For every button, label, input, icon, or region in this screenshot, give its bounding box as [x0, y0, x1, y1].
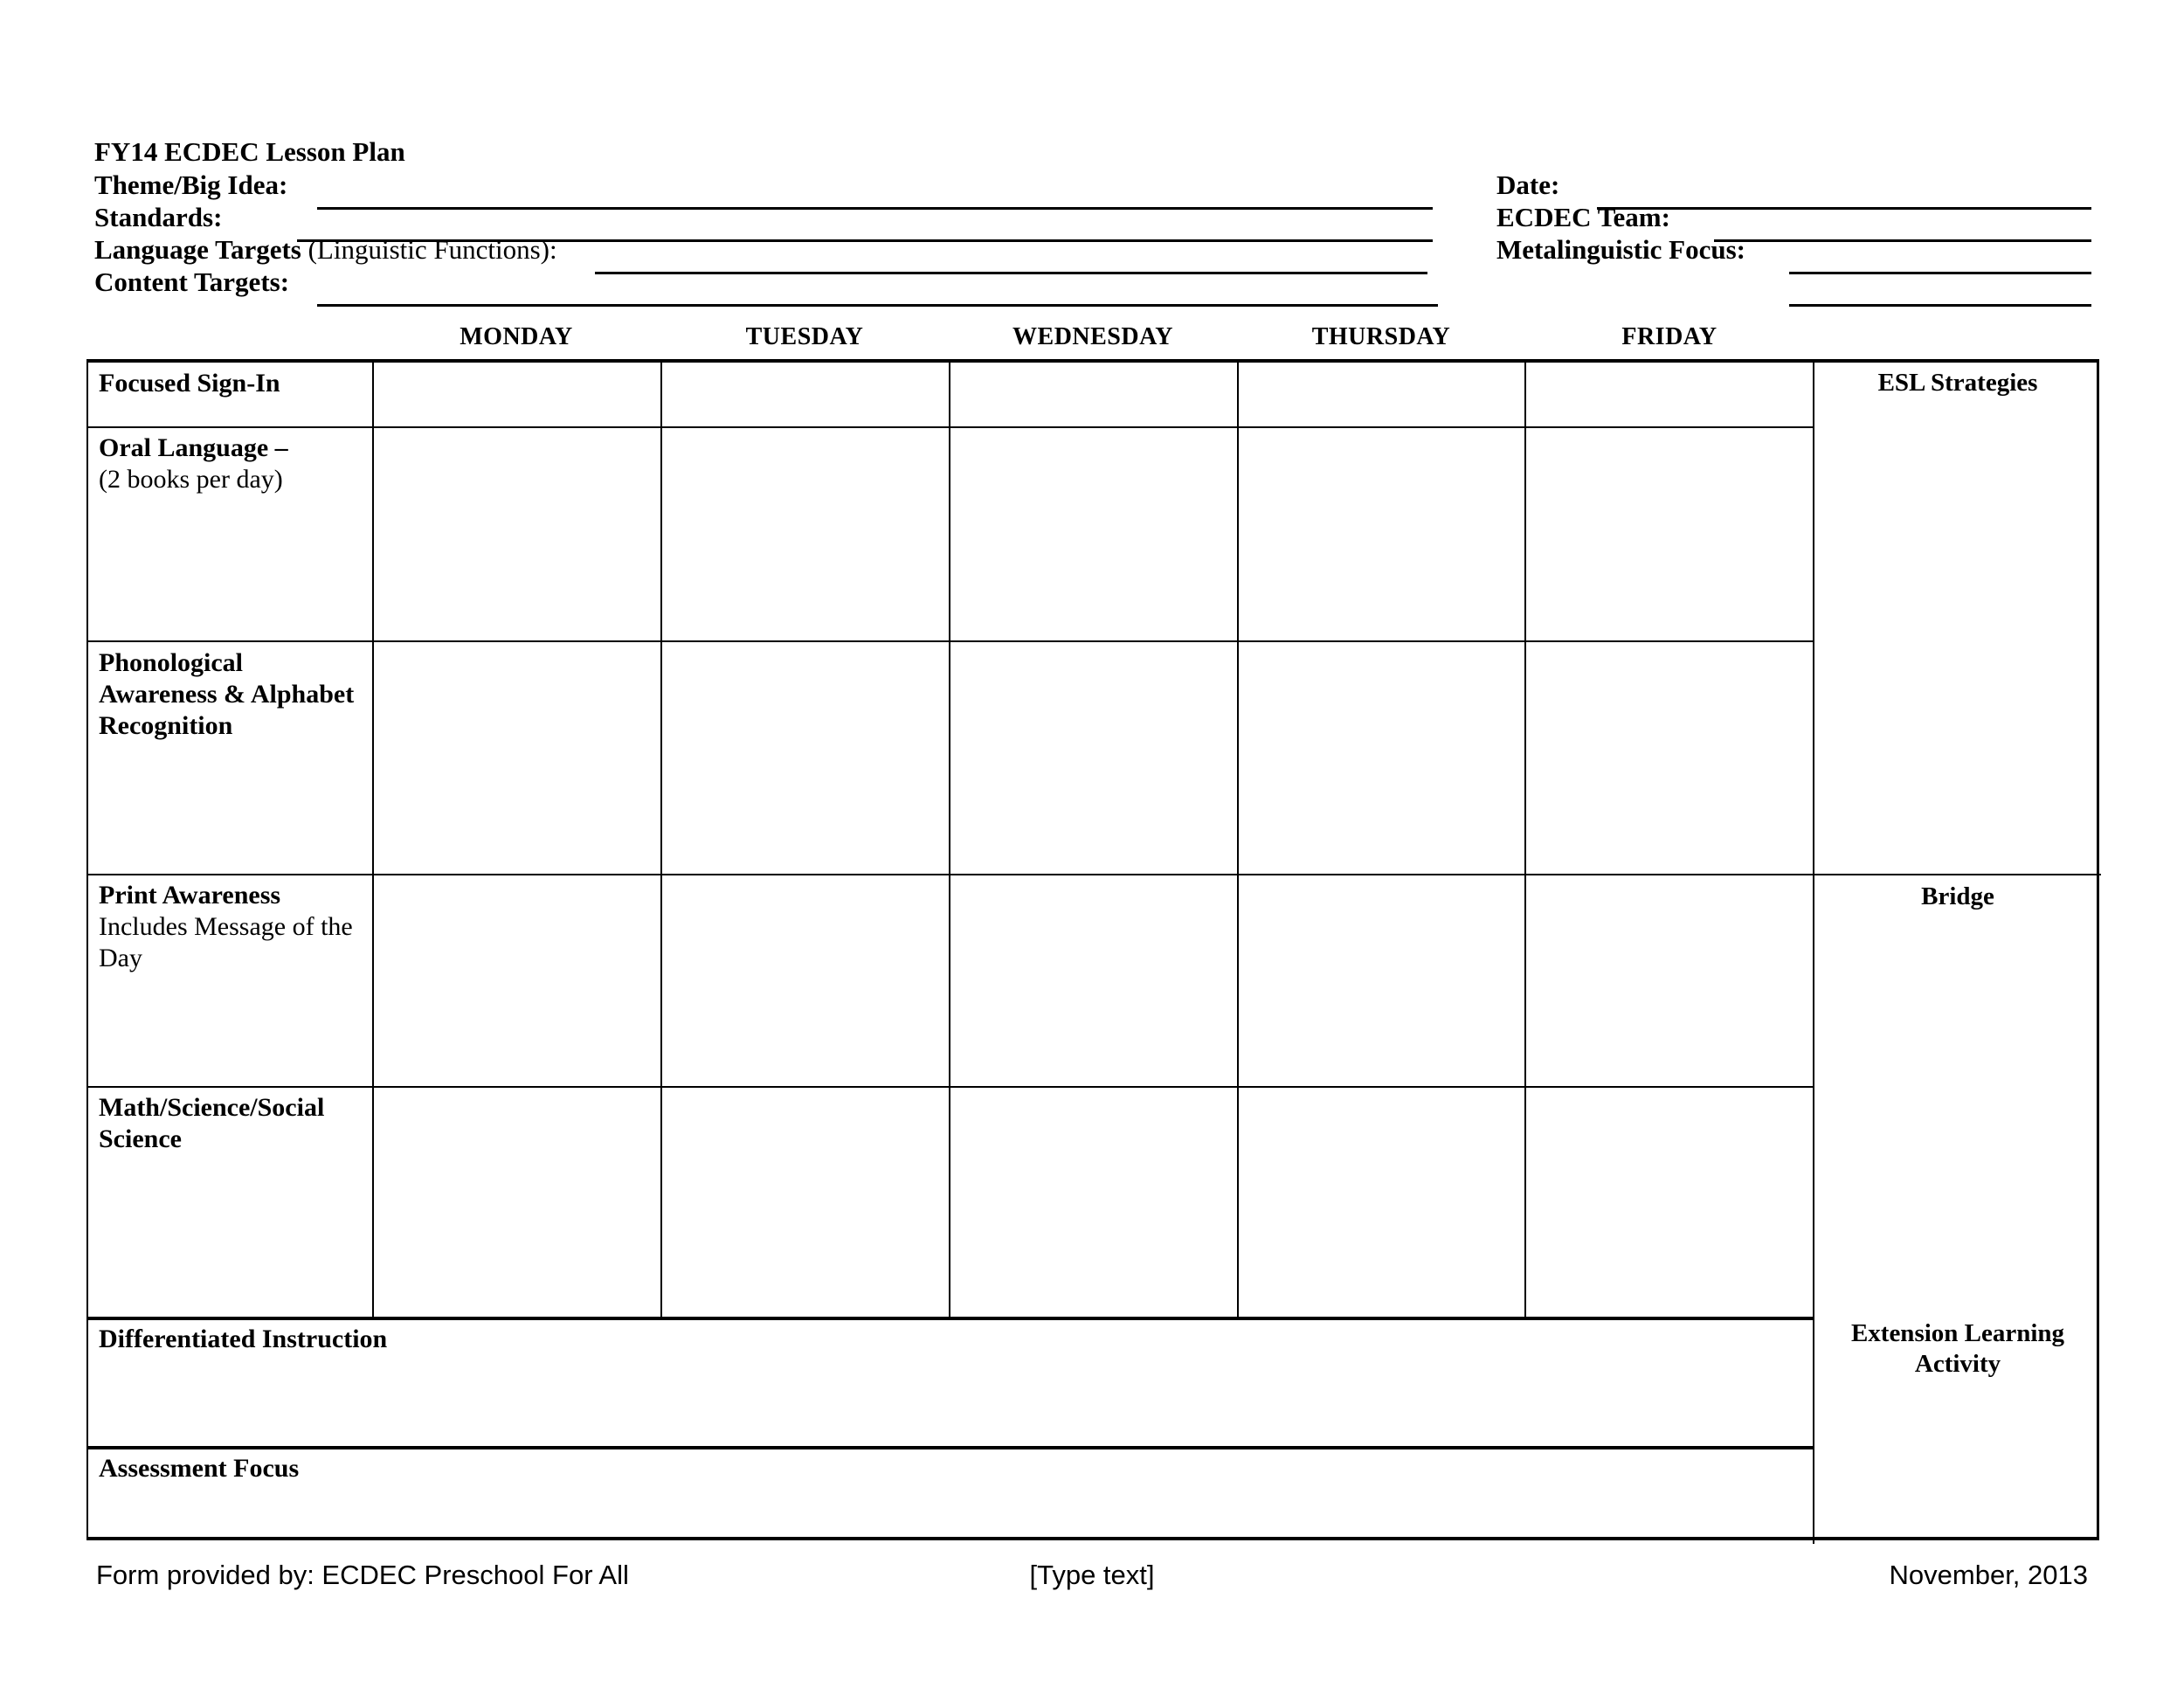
- day-cell[interactable]: [950, 642, 1239, 875]
- day-cell[interactable]: [1239, 427, 1527, 642]
- day-header-monday: MONDAY: [460, 323, 573, 350]
- date-blank-line[interactable]: [1597, 207, 2091, 210]
- bridge-cell[interactable]: [1814, 875, 2101, 1551]
- day-header-tuesday: TUESDAY: [745, 323, 864, 350]
- row-title: Differentiated Instruction: [99, 1325, 388, 1353]
- day-cell[interactable]: [662, 1087, 950, 1318]
- footer-type-text: [Type text]: [1029, 1560, 1155, 1590]
- date-label: Date:: [1496, 169, 1560, 200]
- row-assessment-focus[interactable]: [88, 1448, 1814, 1544]
- day-cell[interactable]: [662, 427, 950, 642]
- content-targets-label: Content Targets:: [94, 266, 290, 297]
- row-differentiated-instruction[interactable]: [88, 1318, 1814, 1448]
- metalinguistic-focus-label: Metalinguistic Focus:: [1496, 234, 1745, 265]
- theme-blank-line[interactable]: [317, 207, 1433, 210]
- day-cell[interactable]: [374, 642, 662, 875]
- lesson-plan-table: [86, 359, 2099, 1540]
- day-cell-grid: [374, 363, 1814, 1318]
- row-title: Focused Sign-In: [99, 369, 280, 398]
- footer-provided-by: Form provided by: ECDEC Preschool For All: [96, 1560, 629, 1590]
- day-cell[interactable]: [1527, 875, 1814, 1087]
- day-cell[interactable]: [662, 875, 950, 1087]
- day-cell[interactable]: [1239, 875, 1527, 1087]
- row-subtitle: Includes Message of the Day: [99, 912, 353, 972]
- day-header-thursday: THURSDAY: [1311, 323, 1451, 350]
- esl-strategies-label: ESL Strategies: [1877, 369, 2038, 397]
- row-label-focused-sign-in: [88, 363, 374, 427]
- row-title: Assessment Focus: [99, 1454, 300, 1483]
- day-cell[interactable]: [374, 875, 662, 1087]
- footer-date: November, 2013: [1889, 1560, 2088, 1590]
- row-label-oral-language: [88, 427, 374, 642]
- day-cell[interactable]: [1527, 642, 1814, 875]
- language-targets-label-normal: (Linguistic Functions):: [301, 234, 557, 265]
- day-cell[interactable]: [374, 427, 662, 642]
- ecdec-team-label: ECDEC Team:: [1496, 202, 1670, 232]
- day-header-wednesday: WEDNESDAY: [1013, 323, 1173, 350]
- day-cell[interactable]: [1239, 363, 1527, 427]
- day-cell[interactable]: [374, 1087, 662, 1318]
- row-title: Oral Language –: [99, 433, 288, 462]
- day-cell[interactable]: [374, 363, 662, 427]
- language-targets-blank-line[interactable]: [595, 272, 1427, 274]
- row-title: Phonological Awareness & Alphabet Recognition: [99, 648, 355, 740]
- standards-label: Standards:: [94, 202, 223, 232]
- day-cell[interactable]: [1239, 1087, 1527, 1318]
- ecdec-team-blank-line[interactable]: [1714, 239, 2091, 242]
- row-subtitle: (2 books per day): [99, 465, 283, 494]
- content-targets-blank-line[interactable]: [317, 304, 1438, 307]
- day-cell[interactable]: [1527, 1087, 1814, 1318]
- row-label-phonological-awareness: [88, 642, 374, 875]
- metalinguistic-focus-blank-line[interactable]: [1789, 272, 2091, 274]
- day-cell[interactable]: [662, 642, 950, 875]
- day-cell[interactable]: [1239, 642, 1527, 875]
- day-cell[interactable]: [1527, 427, 1814, 642]
- language-targets-label: [94, 234, 557, 266]
- extension-learning-activity-label: Extension Learning Activity: [1850, 1319, 2065, 1378]
- esl-strategies-cell[interactable]: [1814, 363, 2101, 880]
- bridge-label: Bridge: [1921, 882, 1994, 910]
- day-cell[interactable]: [950, 427, 1239, 642]
- row-label-math-science-social: [88, 1087, 374, 1318]
- day-cell[interactable]: [950, 363, 1239, 427]
- row-label-print-awareness: [88, 875, 374, 1087]
- row-title: Math/Science/Social Science: [99, 1093, 325, 1153]
- theme-label: Theme/Big Idea:: [94, 169, 288, 200]
- day-cell[interactable]: [662, 363, 950, 427]
- day-cell[interactable]: [1527, 363, 1814, 427]
- day-cell[interactable]: [950, 875, 1239, 1087]
- document-title: FY14 ECDEC Lesson Plan: [94, 136, 405, 167]
- row-title: Print Awareness: [99, 881, 281, 910]
- language-targets-label-bold: Language Targets: [94, 234, 301, 265]
- metalinguistic-focus-blank-line-2[interactable]: [1789, 304, 2091, 307]
- day-cell[interactable]: [950, 1087, 1239, 1318]
- day-header-friday: FRIDAY: [1621, 323, 1717, 350]
- day-header-row: [372, 323, 1814, 355]
